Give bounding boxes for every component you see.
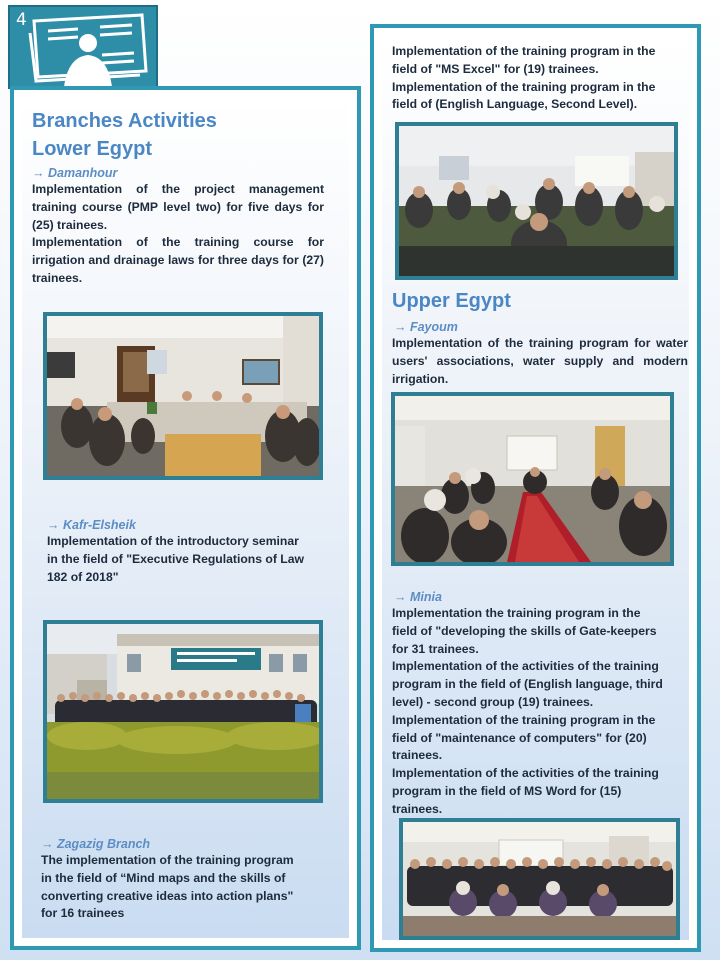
minia-line: trainees. <box>392 801 443 816</box>
damanhour-training-photo <box>43 312 323 480</box>
minia-line: Implementation of the activities of the training <box>392 659 659 674</box>
kafr-elsheik-description <box>47 533 347 586</box>
zagazig-line-4: for 16 trainees <box>41 906 125 921</box>
branch-name-damanhour: → Damanhour <box>32 166 118 180</box>
branch-name-fayoum: → Fayoum <box>394 320 458 334</box>
kafr-line-3: 182 of 2018" <box>47 569 119 584</box>
damanhour-paragraph-2: Implementation of the training course for irrigation and drainage laws for three days for (27) trainees. <box>32 235 324 285</box>
minia-line: field of "developing the skills of Gate-keepers <box>392 623 657 638</box>
kafr-line-1: Implementation of the introductory seminar <box>47 534 299 548</box>
minia-line: Implementation of the training program in the <box>392 712 656 727</box>
top-line-3: Implementation of the training program in the <box>392 79 656 94</box>
fayoum-training-photo <box>391 392 674 566</box>
top-line-4: field of (English Language, Second Level). <box>392 97 638 112</box>
minia-description <box>392 605 697 819</box>
branch-name-kafr-elsheik: → Kafr-Elsheik <box>47 518 136 532</box>
minia-line: Implementation of the activities of the training <box>392 766 659 781</box>
branch-name-minia: → Minia <box>394 590 442 604</box>
minia-line: for 31 trainees. <box>392 641 479 656</box>
lower-egypt-panel <box>10 86 361 950</box>
zagazig-line-2: in the field of “Mind maps and the skills of <box>41 870 286 885</box>
fayoum-description <box>392 335 688 388</box>
zagazig-description <box>41 852 347 923</box>
page-number-badge <box>8 5 158 89</box>
zagazig-line-3: converting creative ideas into action plans" <box>41 888 294 903</box>
top-line-2: field of "MS Excel" for (19) trainees. <box>392 61 599 76</box>
branch-name-zagazig: → Zagazig Branch <box>41 837 151 851</box>
section-heading-upper-egypt: Upper Egypt <box>392 290 511 312</box>
minia-line: level) - second group (19) trainees. <box>392 694 594 709</box>
damanhour-paragraph-1: Implementation of the project management training course (PMP level two) for five days for (25) trainees. <box>32 182 324 232</box>
upper-egypt-panel <box>370 24 701 952</box>
minia-line: field of "maintenance of computers" for (20) <box>392 730 647 745</box>
newsletter-icon <box>24 11 154 87</box>
minia-line: program in the field of (English language, third <box>392 677 663 692</box>
kafr-line-2: in the field of "Executive Regulations of Law <box>47 551 305 566</box>
minia-group-photo <box>399 818 680 940</box>
zagazig-line-1: The implementation of the training program <box>41 853 294 867</box>
minia-line: trainees. <box>392 748 443 763</box>
section-heading-lower-egypt: Lower Egypt <box>32 138 153 160</box>
classroom-photo <box>395 122 678 280</box>
fayoum-paragraph-1: Implementation of the training program for water users' associations, water supply and modern irrigation. <box>392 336 688 386</box>
damanhour-description <box>32 181 324 288</box>
kafr-elsheik-group-photo <box>43 620 323 803</box>
page-number: 4 <box>16 10 27 30</box>
section-heading-branches: Branches Activities <box>32 110 217 132</box>
top-programs-description <box>392 43 697 114</box>
minia-line: program in the field of MS Word for (15) <box>392 783 622 798</box>
top-line-1: Implementation of the training program in the <box>392 44 656 58</box>
minia-line: Implementation the training program in the <box>392 606 641 620</box>
